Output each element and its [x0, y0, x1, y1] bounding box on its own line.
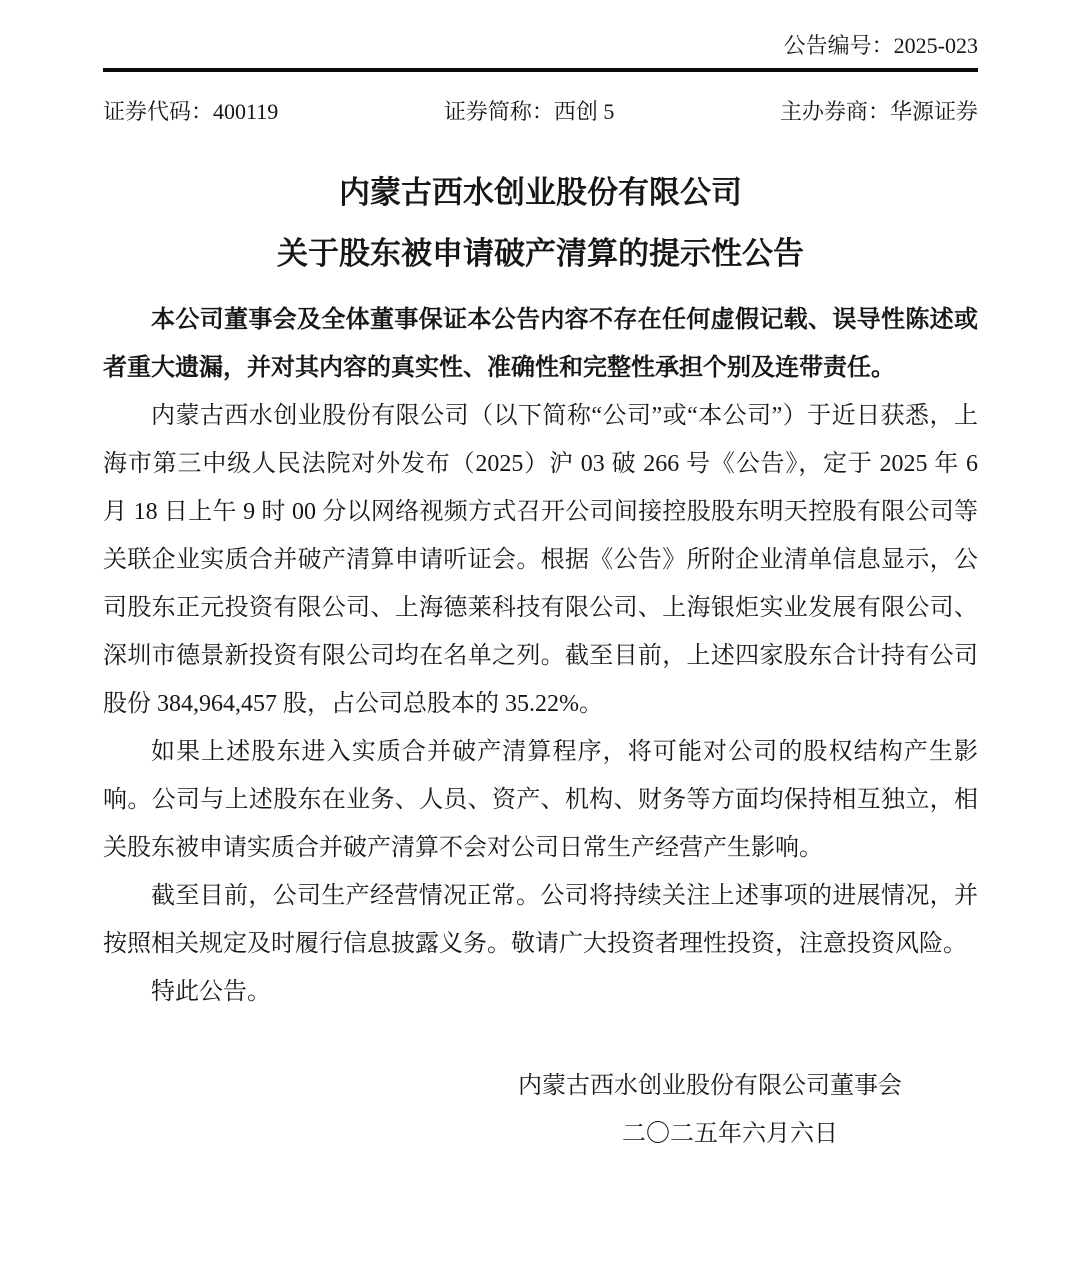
closing-statement: 特此公告。 — [151, 979, 271, 1005]
sponsor-broker-label: 主办券商： — [779, 99, 890, 124]
date-line: 二〇二五年六月六日 — [622, 1121, 838, 1147]
stock-code-label: 证券代码： — [103, 99, 214, 124]
sponsor-broker-value: 华源证券 — [889, 99, 978, 124]
stock-abbr — [444, 100, 615, 124]
sponsor-broker — [780, 100, 978, 124]
stock-abbr-value: 西创 5 — [553, 99, 615, 124]
signature-block — [103, 1062, 978, 1158]
header-divider — [103, 68, 978, 72]
securities-info-row — [103, 100, 978, 124]
company-name-title: 内蒙古西水创业股份有限公司 — [339, 175, 742, 210]
board-disclaimer-paragraph: 本公司董事会及全体董事保证本公告内容不存在任何虚假记载、误导性陈述或者重大遗漏，并对其内容的真实性、准确性和完整性承担个别及连带责任。 — [103, 306, 978, 381]
stock-code-value: 400119 — [213, 99, 279, 124]
body-paragraph-1: 内蒙古西水创业股份有限公司（以下简称“公司”或“本公司”）于近日获悉，上海市第三中级人民法院对外发布（2025）沪 03 破 266 号《公告》，定于 2025 年 6 月 18 日上午 9 时 00 分以网络视频方式召开公司间接控股股东明天控股有限公司等关联企业实质合并破产清算申请听证会。根据《公告》所附企业清单信息显示，公司股东正元投资有限公司、上海德莱科技有限公司、上海银炬实业发展有限公司、深圳市德景新投资有限公司均在名单之列。截至目前，上述四家股东合计持有公司股份 384,964,457 股，占公司总股本的 35.22%。 — [103, 403, 978, 717]
signer-line: 内蒙古西水创业股份有限公司董事会 — [518, 1073, 902, 1099]
document-body — [103, 296, 978, 1016]
body-paragraph-2: 如果上述股东进入实质合并破产清算程序，将可能对公司的股权结构产生影响。公司与上述股东在业务、人员、资产、机构、财务等方面均保持相互独立，相关股东被申请实质合并破产清算不会对公司日常生产经营产生影响。 — [103, 739, 978, 861]
announcement-number-row — [103, 34, 978, 58]
announcement-subject-title: 关于股东被申请破产清算的提示性公告 — [277, 236, 804, 271]
announcement-number-label: 公告编号： — [783, 33, 894, 58]
body-paragraph-3: 截至目前，公司生产经营情况正常。公司将持续关注上述事项的进展情况，并按照相关规定及时履行信息披露义务。敬请广大投资者理性投资，注意投资风险。 — [103, 883, 978, 957]
stock-code — [103, 100, 278, 124]
stock-abbr-label: 证券简称： — [443, 99, 554, 124]
announcement-number-value: 2025-023 — [893, 33, 978, 58]
